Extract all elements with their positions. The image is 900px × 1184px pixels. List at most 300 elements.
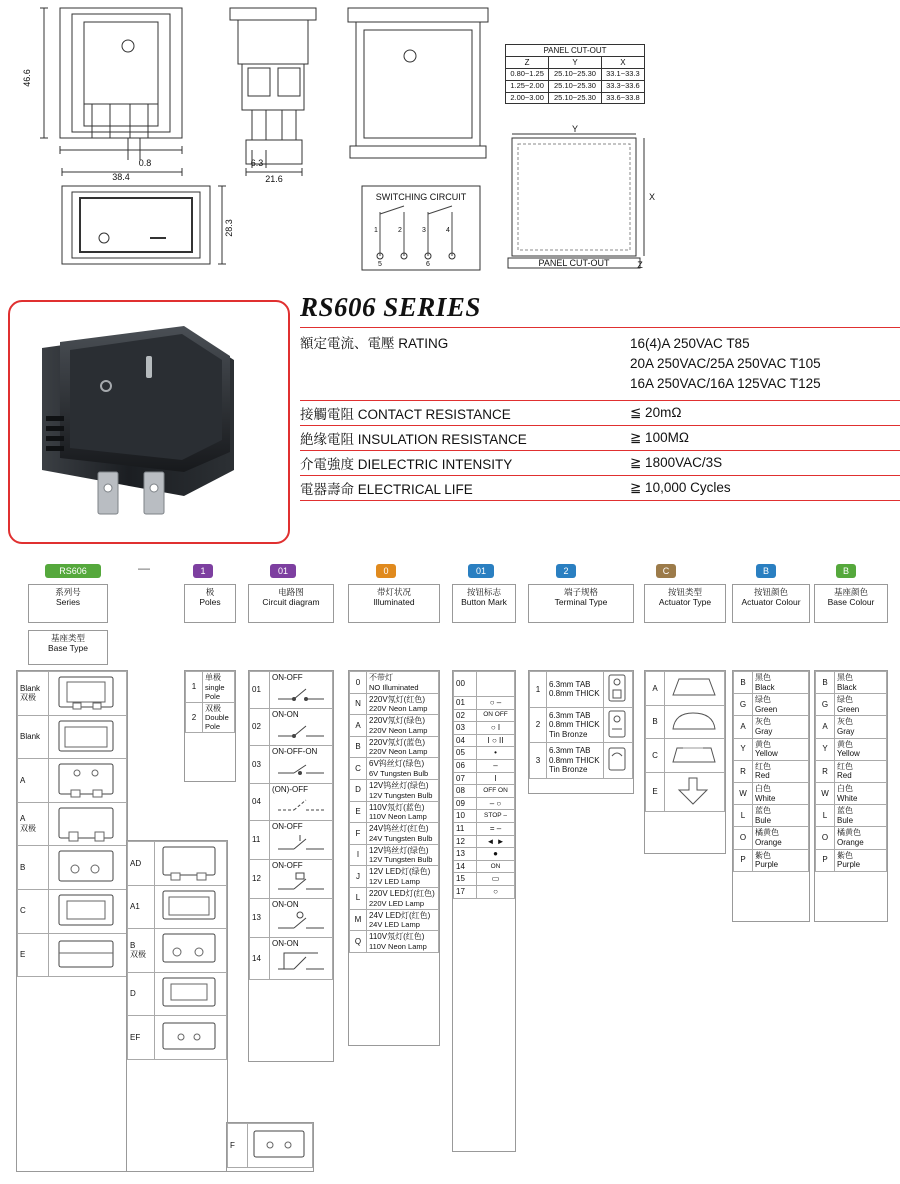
terminal-l2: 0.8mm THICK: [549, 720, 600, 730]
page-title: RS606 SERIES: [300, 292, 481, 322]
base-colour-cn: 灰色: [837, 717, 853, 727]
cutout-header-x: X: [601, 57, 644, 69]
code-chip-terminal-wrap: [556, 564, 576, 578]
cutout-cell: 1.25~2.00: [506, 81, 549, 93]
poles-column: [184, 670, 236, 782]
base-colour-code: A: [816, 716, 835, 738]
table-row: [454, 785, 515, 798]
header-basecolour: [814, 584, 888, 623]
code-chip-illum: 0: [376, 564, 396, 578]
act-colour-en: Bule: [755, 815, 772, 825]
cutout-cell: 25.10~25.30: [549, 81, 602, 93]
base-colour-code: Y: [816, 738, 835, 760]
mark-code: 09: [454, 797, 477, 810]
code-chip-series: RS606: [45, 564, 101, 578]
spec-label: 介電強度 DIELECTRIC INTENSITY: [300, 451, 630, 476]
base-colour-cn: 绿色: [837, 695, 853, 705]
circuit-code: 02: [250, 709, 270, 746]
table-row: [300, 476, 900, 501]
illum-code: F: [350, 823, 367, 845]
circuit-label: (ON)-OFF: [272, 784, 308, 794]
table-row: [816, 827, 887, 849]
table-row: [816, 760, 887, 782]
base-thumb: [51, 891, 121, 929]
base-code: Blank: [20, 683, 41, 693]
base-colour-cn: 红色: [837, 761, 853, 771]
table-row: [454, 885, 515, 898]
illum-cn: 12V钨丝灯(绿色): [369, 845, 429, 855]
dim-0-8: 0.8: [138, 158, 152, 168]
circuit-label: ON-ON: [272, 900, 299, 910]
header-actcolour: [732, 584, 810, 623]
base-code: EF: [130, 1032, 141, 1042]
cutout-cell: 25.10~25.30: [549, 69, 602, 81]
dash-separator: —: [138, 561, 150, 575]
circuit-label: ON-ON: [272, 710, 299, 720]
table-row: [454, 672, 515, 697]
circuit-code: 03: [250, 746, 270, 783]
table-row: [506, 92, 645, 104]
button-mark-column: [452, 670, 516, 1152]
mark-symbol: ▭: [477, 873, 515, 886]
table-row: [250, 859, 333, 898]
terminal-icon: [606, 709, 628, 739]
table-row: [646, 739, 725, 773]
actuator-icon: [667, 774, 719, 808]
illum-code: M: [350, 909, 367, 931]
table-row: [350, 779, 439, 801]
base-type-column-right: [126, 840, 228, 1172]
table-row: [454, 835, 515, 848]
table-row: [816, 738, 887, 760]
circuit-code: 12: [250, 859, 270, 898]
table-row: [18, 889, 127, 933]
table-row: [816, 694, 887, 716]
pole-code: 1: [186, 672, 203, 703]
terminal-code: 2: [530, 707, 547, 743]
table-row: [530, 743, 633, 779]
circuit-label: ON-OFF: [272, 821, 303, 831]
illum-cn: 不带灯: [369, 673, 393, 682]
code-chip-actcolour: B: [756, 564, 776, 578]
base-code: AD: [130, 858, 142, 868]
header-terminal-en: Terminal Type: [554, 596, 608, 607]
mark-code: 07: [454, 772, 477, 785]
table-row: [734, 672, 809, 694]
table-row: [506, 69, 645, 81]
base-colour-code: W: [816, 782, 835, 804]
header-actcolour-cn: 按钮颜色: [753, 587, 788, 597]
base-colour-en: Yellow: [837, 749, 860, 759]
circuit-code: 11: [250, 820, 270, 859]
illum-code: I: [350, 844, 367, 866]
table-row: [454, 822, 515, 835]
table-row: [186, 672, 235, 703]
illuminated-column: [348, 670, 440, 1046]
act-colour-code: O: [734, 827, 753, 849]
table-row: [816, 849, 887, 871]
code-chip-actcolour-wrap: [756, 564, 776, 578]
illum-cn: 24V LED灯(红色): [369, 910, 431, 920]
spec-value: ≧ 100MΩ: [630, 426, 900, 451]
illum-en: 6V Tungsten Bulb: [369, 768, 429, 778]
base-code: B: [20, 862, 26, 872]
base-colour-code: O: [816, 827, 835, 849]
table-row: [734, 694, 809, 716]
illum-cn: 220V氖灯(蓝色): [369, 737, 426, 747]
header-base-type-en: Base Type: [47, 642, 88, 653]
table-row: [18, 802, 127, 846]
base-type-column-left: [16, 670, 128, 1172]
base-thumb: [157, 930, 223, 968]
table-row: [300, 426, 900, 451]
ordering-matrix: [8, 560, 892, 1176]
table-row: [350, 672, 439, 694]
pin-1: 1: [374, 227, 378, 234]
table-row: [350, 844, 439, 866]
act-colour-code: R: [734, 760, 753, 782]
mark-code: 13: [454, 848, 477, 861]
table-row: [128, 885, 227, 929]
table-row: [18, 846, 127, 890]
mark-symbol: ●: [477, 848, 515, 861]
table-row: [454, 734, 515, 747]
table-row: [350, 715, 439, 737]
table-row: [454, 873, 515, 886]
terminal-l1: 6.3mm TAB: [549, 679, 591, 689]
illum-cn: 220V氖灯(红色): [369, 694, 426, 704]
cutout-header-y: Y: [549, 57, 602, 69]
table-row: [454, 747, 515, 760]
table-row: [350, 866, 439, 888]
base-code: A: [20, 775, 26, 785]
illum-cn: 110V氖灯(红色): [369, 932, 425, 942]
table-row: [734, 760, 809, 782]
illum-cn: 6V钨丝灯(绿色): [369, 759, 425, 769]
pin-2: 2: [398, 227, 402, 234]
mark-code: 01: [454, 697, 477, 710]
table-row: [734, 782, 809, 804]
base-sub: 双极: [20, 693, 36, 703]
act-colour-cn: 白色: [755, 783, 771, 793]
base-thumb: [157, 1017, 223, 1055]
circuit-label: ON-OFF-ON: [272, 747, 318, 757]
mark-symbol: –: [477, 759, 515, 772]
act-colour-en: Purple: [755, 860, 779, 870]
circuit-symbol: [272, 949, 330, 975]
drawing-svg: [0, 0, 900, 285]
table-row: [228, 1124, 313, 1168]
mark-symbol: ○ –: [477, 697, 515, 710]
header-mark-cn: 按钮标志: [466, 587, 501, 597]
mark-code: 15: [454, 873, 477, 886]
base-colour-en: Bule: [837, 815, 854, 825]
mark-code: 05: [454, 747, 477, 760]
illum-en: 220V Neon Lamp: [369, 747, 428, 757]
act-colour-en: Yellow: [755, 749, 778, 759]
cutout-cell: 0.80~1.25: [506, 69, 549, 81]
dim-21-6: 21.6: [265, 174, 283, 184]
actuator-code: A: [646, 672, 665, 706]
circuit-code: 14: [250, 938, 270, 979]
mark-code: 00: [454, 672, 477, 697]
terminal-column: [528, 670, 634, 794]
table-row: [350, 823, 439, 845]
header-circuit-en: Circuit diagram: [262, 596, 320, 607]
act-colour-code: Y: [734, 738, 753, 760]
table-row: [454, 860, 515, 873]
header-circuit: [248, 584, 334, 623]
illum-en: 220V Neon Lamp: [369, 725, 428, 735]
actuator-type-column: [644, 670, 726, 854]
table-row: [454, 722, 515, 735]
base-colour-cn: 蓝色: [837, 806, 853, 816]
mark-code: 10: [454, 810, 477, 823]
cutout-cell: 25.10~25.30: [549, 92, 602, 104]
base-thumb: [51, 847, 121, 885]
table-row: [350, 736, 439, 758]
table-row: [350, 887, 439, 909]
pin-4: 4: [446, 227, 450, 234]
code-chip-poles-wrap: [193, 564, 213, 578]
base-type-extra: [226, 1122, 314, 1172]
header-basecolour-cn: 基座颜色: [833, 587, 868, 597]
illum-en: 220V LED Lamp: [369, 898, 425, 908]
table-row: [734, 716, 809, 738]
dim-28-3: 28.3: [224, 219, 234, 237]
circuit-symbol: [272, 720, 330, 742]
spec-value: ≧ 10,000 Cycles: [630, 476, 900, 501]
actuator-colour-column: [732, 670, 810, 922]
cutout-cell: 33.3~33.6: [601, 81, 644, 93]
base-thumb: [51, 804, 121, 842]
actuator-icon: [667, 673, 719, 701]
circuit-symbol: [272, 910, 330, 934]
mark-symbol: I ○ II: [477, 734, 515, 747]
base-colour-code: B: [816, 672, 835, 694]
code-chip-poles: 1: [193, 564, 213, 578]
pole-code: 2: [186, 702, 203, 733]
cutout-label-z: Z: [637, 260, 643, 270]
act-colour-code: W: [734, 782, 753, 804]
rating-values: [630, 334, 821, 394]
circuit-column: [248, 670, 334, 1062]
table-row: [128, 972, 227, 1016]
base-colour-cn: 紫色: [837, 850, 853, 860]
table-row: [250, 746, 333, 783]
terminal-code: 3: [530, 743, 547, 779]
base-colour-code: L: [816, 805, 835, 827]
terminal-l2: 0.8mm THICK: [549, 689, 600, 699]
illum-en: 12V Tungsten Bulb: [369, 855, 433, 865]
table-row: [816, 805, 887, 827]
illum-en: 110V Neon Lamp: [369, 812, 427, 822]
table-row: [128, 929, 227, 973]
table-row: [454, 772, 515, 785]
act-colour-code: G: [734, 694, 753, 716]
base-colour-cn: 橘黄色: [837, 828, 861, 838]
table-row: [350, 909, 439, 931]
illum-code: N: [350, 693, 367, 715]
illum-code: A: [350, 715, 367, 737]
base-colour-cn: 白色: [837, 783, 853, 793]
header-actcolour-en: Actuator Colour: [741, 596, 801, 607]
terminal-icon: [606, 744, 628, 774]
code-chip-terminal: 2: [556, 564, 576, 578]
base-colour-cn: 黄色: [837, 739, 853, 749]
base-code: A1: [130, 902, 140, 912]
base-thumb: [250, 1125, 310, 1163]
circuit-label: ON-OFF: [272, 673, 303, 682]
spec-label: 接觸電阻 CONTACT RESISTANCE: [300, 401, 630, 426]
act-colour-code: L: [734, 805, 753, 827]
mark-symbol: ◄ ►: [477, 835, 515, 848]
table-row: [734, 805, 809, 827]
header-actuator-en: Actuator Type: [658, 596, 712, 607]
header-base-type-cn: 基座类型: [50, 633, 85, 643]
mark-code: 17: [454, 885, 477, 898]
pole-cn: 双极: [205, 703, 221, 713]
code-chip-circuit: 01: [270, 564, 296, 578]
table-row: [350, 758, 439, 780]
illum-code: E: [350, 801, 367, 823]
actuator-code: B: [646, 705, 665, 739]
mark-symbol: •: [477, 747, 515, 760]
table-row: [186, 702, 235, 733]
table-row: [250, 899, 333, 938]
table-row: [734, 849, 809, 871]
mark-symbol: [477, 672, 515, 697]
divider: [300, 327, 900, 328]
act-colour-cn: 黑色: [755, 673, 771, 682]
mark-code: 02: [454, 709, 477, 722]
pin-6: 6: [426, 261, 430, 268]
table-row: [18, 715, 127, 759]
table-row: [816, 716, 887, 738]
terminal-l3: Tin Bronze: [549, 765, 588, 775]
product-photo: [10, 302, 284, 538]
code-chip-actuator: C: [656, 564, 676, 578]
base-code: E: [20, 950, 26, 960]
table-row: [300, 451, 900, 476]
header-base-type: [28, 630, 108, 665]
circuit-code: 01: [250, 672, 270, 709]
terminal-code: 1: [530, 672, 547, 708]
table-row: [350, 801, 439, 823]
illum-cn: 110V氖灯(蓝色): [369, 802, 425, 812]
base-sub: 双极: [20, 824, 36, 834]
base-code: A: [20, 814, 26, 824]
act-colour-en: Orange: [755, 837, 782, 847]
pole-en: Double Pole: [205, 713, 229, 732]
terminal-l2: 0.8mm THICK: [549, 755, 600, 765]
code-chip-mark-wrap: [468, 564, 494, 578]
illum-en: 12V Tungsten Bulb: [369, 790, 433, 800]
illum-en: 110V Neon Lamp: [369, 941, 427, 951]
act-colour-code: B: [734, 672, 753, 694]
illum-cn: 220V氖灯(绿色): [369, 716, 426, 726]
table-row: [350, 693, 439, 715]
panel-cutout-table: [505, 44, 645, 104]
header-basecolour-en: Base Colour: [827, 596, 875, 607]
rating-label: 額定電流、電壓 RATING: [300, 336, 449, 351]
table-row: [18, 759, 127, 803]
table-row: [734, 827, 809, 849]
act-colour-en: Black: [755, 682, 775, 692]
act-colour-en: Green: [755, 704, 778, 714]
cutout-cell: 2.00~3.00: [506, 92, 549, 104]
mark-symbol: ○ I: [477, 722, 515, 735]
header-terminal-cn: 端子规格: [563, 587, 598, 597]
illum-code: C: [350, 758, 367, 780]
table-row: [128, 1016, 227, 1060]
base-thumb: [157, 843, 223, 881]
terminal-l1: 6.3mm TAB: [549, 710, 591, 720]
base-code: B: [130, 940, 136, 950]
act-colour-code: P: [734, 849, 753, 871]
act-colour-cn: 黄色: [755, 739, 771, 749]
header-mark: [452, 584, 516, 623]
act-colour-cn: 绿色: [755, 695, 771, 705]
header-poles-en: Poles: [199, 596, 221, 607]
illum-en: NO Illuminated: [369, 682, 419, 692]
pole-en: single Pole: [205, 682, 225, 701]
spec-value: ≦ 20mΩ: [630, 401, 900, 426]
header-terminal: [528, 584, 634, 623]
table-row: [250, 820, 333, 859]
product-photo-frame: [8, 300, 290, 544]
illum-en: 24V Tungsten Bulb: [369, 833, 433, 843]
table-row: [250, 672, 333, 709]
code-chip-basecolour: B: [836, 564, 856, 578]
act-colour-en: Red: [755, 771, 770, 781]
table-row: [734, 738, 809, 760]
illum-en: 220V Neon Lamp: [369, 704, 428, 714]
table-row: [646, 672, 725, 706]
act-colour-cn: 灰色: [755, 717, 771, 727]
dim-46-6: 46.6: [22, 69, 32, 87]
mark-code: 06: [454, 759, 477, 772]
mark-code: 14: [454, 860, 477, 873]
mark-code: 08: [454, 785, 477, 798]
base-colour-cn: 黑色: [837, 673, 853, 682]
table-row: [454, 810, 515, 823]
header-actuator: [644, 584, 726, 623]
series-spec-block: [300, 292, 900, 501]
base-thumb: [51, 760, 121, 798]
table-row: [18, 933, 127, 977]
mark-symbol: = –: [477, 822, 515, 835]
table-row: [816, 782, 887, 804]
base-thumb: [51, 717, 121, 755]
illum-cn: 24V钨丝灯(红色): [369, 824, 429, 834]
cutout-header-z: Z: [506, 57, 549, 69]
act-colour-code: A: [734, 716, 753, 738]
illum-en: 24V LED Lamp: [369, 920, 420, 930]
base-thumb: [51, 673, 121, 711]
table-row: [300, 401, 900, 426]
header-series: [28, 584, 108, 623]
spec-table: [300, 400, 900, 501]
code-chip-actuator-wrap: [656, 564, 676, 578]
pin-5: 5: [378, 261, 382, 268]
base-colour-en: Orange: [837, 837, 864, 847]
table-row: [530, 672, 633, 708]
act-colour-en: White: [755, 793, 776, 803]
base-thumb: [157, 887, 223, 925]
mark-symbol: – ○: [477, 797, 515, 810]
circuit-symbol: [272, 871, 330, 895]
